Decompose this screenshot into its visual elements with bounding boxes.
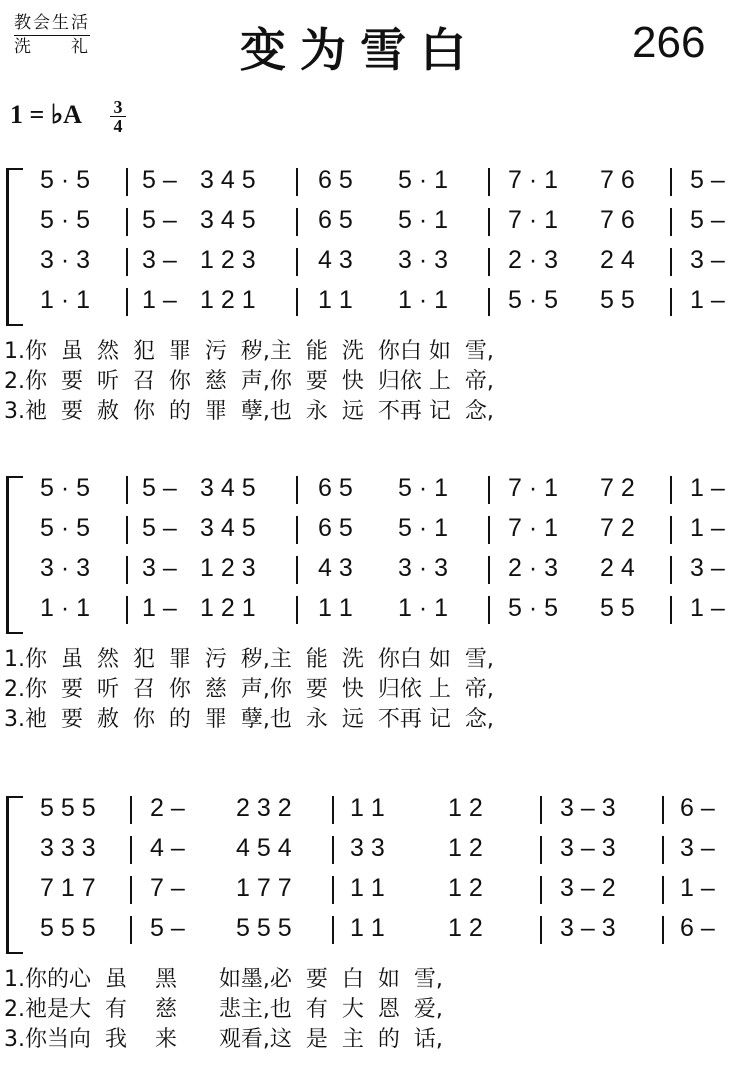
bar-line (296, 168, 298, 196)
note-group: 5 · 1 (398, 474, 449, 502)
note-group: 5 · 5 (40, 474, 91, 502)
note-group: 3 – 3 (560, 794, 616, 822)
voice-row (30, 830, 730, 870)
note-group: 3 · 3 (40, 246, 91, 274)
hymn-number: 266 (632, 18, 706, 67)
bar-line (488, 476, 490, 504)
system-bracket (6, 476, 23, 634)
system-bracket (6, 796, 23, 954)
note-group: 7 6 (600, 206, 635, 234)
note-group: 3 – (142, 554, 177, 582)
voice-row (30, 590, 730, 630)
note-group: 3 · 3 (398, 554, 449, 582)
note-group: 1 – (690, 286, 725, 314)
note-group: 3 4 5 (200, 166, 256, 194)
note-group: 1 2 (448, 794, 483, 822)
note-group: 3 4 5 (200, 206, 256, 234)
note-group: 5 · 1 (398, 206, 449, 234)
bar-line (130, 916, 132, 944)
note-group: 1 · 1 (40, 594, 91, 622)
bar-line (296, 476, 298, 504)
note-group: 6 5 (318, 474, 353, 502)
bar-line (126, 288, 128, 316)
note-group: 7 6 (600, 166, 635, 194)
note-group: 3 · 3 (398, 246, 449, 274)
voice-row (30, 202, 730, 242)
note-group: 5 · 5 (40, 166, 91, 194)
voice-row (30, 550, 730, 590)
lyric-line: 3.祂 要 赦 你 的 罪 孽,也 永 远 不再 记 念, (4, 707, 494, 732)
bar-line (130, 796, 132, 824)
bar-line (126, 248, 128, 276)
note-group: 7 · 1 (508, 166, 559, 194)
note-group: 4 5 4 (236, 834, 292, 862)
bar-line (540, 916, 542, 944)
voice-row (30, 242, 730, 282)
hymn-title: 变为雪白 (240, 23, 480, 77)
bar-line (126, 208, 128, 236)
note-group: 5 5 (600, 594, 635, 622)
note-group: 3 – 3 (560, 914, 616, 942)
note-group: 7 2 (600, 514, 635, 542)
bar-line (670, 248, 672, 276)
voice-row (30, 282, 730, 322)
note-group: 2 4 (600, 246, 635, 274)
note-group: 1 – (142, 594, 177, 622)
note-group: 1 1 (350, 794, 385, 822)
bar-line (670, 556, 672, 584)
meter-top: 3 (113, 97, 123, 117)
note-group: 1 2 (448, 834, 483, 862)
bar-line (662, 836, 664, 864)
note-group: 7 · 1 (508, 474, 559, 502)
note-group: 5 – (142, 206, 177, 234)
bar-line (488, 288, 490, 316)
lyric-line: 2.你 要 听 召 你 慈 声,你 要 快 归依 上 帝, (4, 369, 494, 394)
note-group: 1 2 (448, 914, 483, 942)
note-group: 3 – (690, 554, 725, 582)
note-group: 3 – 3 (560, 834, 616, 862)
bar-line (332, 836, 334, 864)
bar-line (670, 476, 672, 504)
note-group: 1 1 (318, 286, 353, 314)
voice-row (30, 510, 730, 550)
voice-row (30, 790, 730, 830)
lyric-line: 1.你 虽 然 犯 罪 污 秽,主 能 洗 你白 如 雪, (4, 339, 494, 364)
note-group: 3 4 5 (200, 474, 256, 502)
lyric-line: 3.祂 要 赦 你 的 罪 孽,也 永 远 不再 记 念, (4, 399, 494, 424)
note-group: 1 2 1 (200, 286, 256, 314)
note-group: 7 – (150, 874, 185, 902)
lyric-line: 2.你 要 听 召 你 慈 声,你 要 快 归依 上 帝, (4, 677, 494, 702)
note-group: 6 – (680, 914, 715, 942)
note-group: 5 – (690, 166, 725, 194)
bar-line (670, 288, 672, 316)
note-group: 5 5 5 (236, 914, 292, 942)
system-bracket (6, 168, 23, 326)
bar-line (662, 916, 664, 944)
bar-line (540, 796, 542, 824)
bar-line (296, 556, 298, 584)
note-group: 5 – (150, 914, 185, 942)
bar-line (296, 208, 298, 236)
bar-line (670, 516, 672, 544)
note-group: 2 4 (600, 554, 635, 582)
bar-line (488, 556, 490, 584)
key-signature: 1 = ♭A (10, 100, 82, 129)
note-group: 5 5 5 (40, 914, 96, 942)
note-group: 7 2 (600, 474, 635, 502)
note-group: 4 – (150, 834, 185, 862)
bar-line (488, 516, 490, 544)
bar-line (296, 288, 298, 316)
note-group: 3 · 3 (40, 554, 91, 582)
note-group: 6 5 (318, 514, 353, 542)
note-group: 7 · 1 (508, 206, 559, 234)
note-group: 2 · 3 (508, 554, 559, 582)
note-group: 3 – (680, 834, 715, 862)
note-group: 5 – (142, 514, 177, 542)
note-group: 7 1 7 (40, 874, 96, 902)
note-group: 5 5 5 (40, 794, 96, 822)
category-line1: 教会生活 (14, 12, 90, 36)
bar-line (332, 876, 334, 904)
note-group: 1 1 (350, 914, 385, 942)
note-group: 3 – (142, 246, 177, 274)
note-group: 5 – (142, 166, 177, 194)
note-group: 5 – (142, 474, 177, 502)
note-group: 3 3 3 (40, 834, 96, 862)
note-group: 4 3 (318, 246, 353, 274)
bar-line (332, 796, 334, 824)
note-group: 1 · 1 (40, 286, 91, 314)
note-group: 1 2 1 (200, 594, 256, 622)
bar-line (126, 168, 128, 196)
note-group: 3 3 (350, 834, 385, 862)
note-group: 1 · 1 (398, 286, 449, 314)
note-group: 1 2 3 (200, 554, 256, 582)
note-group: 1 – (690, 514, 725, 542)
note-group: 7 · 1 (508, 514, 559, 542)
bar-line (126, 556, 128, 584)
voice-row (30, 470, 730, 510)
bar-line (670, 168, 672, 196)
note-group: 1 – (690, 474, 725, 502)
bar-line (296, 248, 298, 276)
voice-row (30, 162, 730, 202)
note-group: 1 2 3 (200, 246, 256, 274)
bar-line (130, 836, 132, 864)
bar-line (126, 596, 128, 624)
bar-line (488, 596, 490, 624)
voice-row (30, 910, 730, 950)
bar-line (332, 916, 334, 944)
bar-line (488, 208, 490, 236)
bar-line (296, 596, 298, 624)
note-group: 6 5 (318, 166, 353, 194)
category-line2: 洗 礼 (14, 37, 90, 57)
category-label (14, 12, 90, 58)
note-group: 1 2 (448, 874, 483, 902)
time-signature (110, 98, 126, 135)
note-group: 1 · 1 (398, 594, 449, 622)
bar-line (662, 796, 664, 824)
lyric-line: 3.你当向 我 来 观看,这 是 主 的 话, (4, 1027, 443, 1052)
note-group: 5 · 5 (40, 514, 91, 542)
note-group: 5 · 5 (508, 594, 559, 622)
bar-line (126, 516, 128, 544)
note-group: 2 · 3 (508, 246, 559, 274)
note-group: 5 5 (600, 286, 635, 314)
note-group: 1 – (690, 594, 725, 622)
bar-line (130, 876, 132, 904)
lyric-line: 1.你的心 虽 黑 如墨,必 要 白 如 雪, (4, 967, 443, 992)
lyric-line: 1.你 虽 然 犯 罪 污 秽,主 能 洗 你白 如 雪, (4, 647, 494, 672)
voice-row (30, 870, 730, 910)
note-group: 5 · 1 (398, 166, 449, 194)
bar-line (540, 876, 542, 904)
bar-line (488, 168, 490, 196)
note-group: 1 – (680, 874, 715, 902)
note-group: 1 – (142, 286, 177, 314)
bar-line (670, 596, 672, 624)
note-group: 2 – (150, 794, 185, 822)
note-group: 4 3 (318, 554, 353, 582)
bar-line (662, 876, 664, 904)
bar-line (670, 208, 672, 236)
bar-line (296, 516, 298, 544)
note-group: 2 3 2 (236, 794, 292, 822)
bar-line (126, 476, 128, 504)
note-group: 1 1 (318, 594, 353, 622)
note-group: 3 – 2 (560, 874, 616, 902)
note-group: 5 – (690, 206, 725, 234)
note-group: 5 · 5 (508, 286, 559, 314)
note-group: 5 · 1 (398, 514, 449, 542)
meter-bottom: 4 (110, 116, 126, 135)
note-group: 3 – (690, 246, 725, 274)
lyric-line: 2.祂是大 有 慈 悲主,也 有 大 恩 爱, (4, 997, 443, 1022)
note-group: 5 · 5 (40, 206, 91, 234)
note-group: 6 – (680, 794, 715, 822)
note-group: 3 4 5 (200, 514, 256, 542)
bar-line (488, 248, 490, 276)
note-group: 1 7 7 (236, 874, 292, 902)
note-group: 1 1 (350, 874, 385, 902)
note-group: 6 5 (318, 206, 353, 234)
bar-line (540, 836, 542, 864)
